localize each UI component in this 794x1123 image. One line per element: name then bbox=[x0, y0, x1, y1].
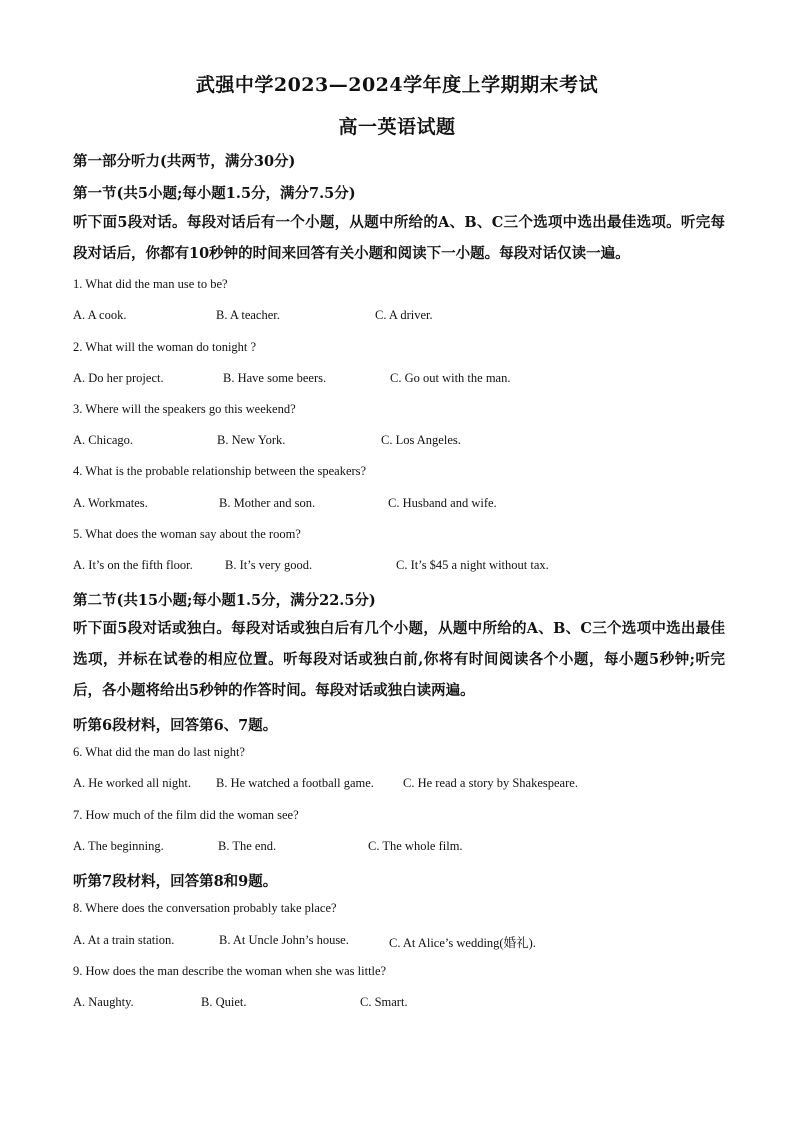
option-c: C. A driver. bbox=[375, 308, 433, 322]
option-b: B. Mother and son. bbox=[219, 496, 316, 510]
question-stem: 5. What does the woman say about the room? bbox=[73, 527, 301, 541]
option-a: A. The beginning. bbox=[73, 839, 164, 853]
question-stem: 6. What did the man do last night? bbox=[73, 745, 245, 759]
option-a: A. At a train station. bbox=[73, 933, 175, 947]
option-b: B. At Uncle John’s house. bbox=[219, 933, 349, 947]
option-c: C. Smart. bbox=[360, 995, 408, 1009]
option-a: A. He worked all night. bbox=[73, 776, 192, 790]
question-stem: 3. Where will the speakers go this weekend? bbox=[73, 402, 296, 416]
option-b: B. He watched a football game. bbox=[216, 776, 374, 790]
option-c: C. Los Angeles. bbox=[381, 433, 461, 447]
section2-heading: 第二节(共15小题;每小题1.5分，满分22.5分) bbox=[73, 592, 376, 609]
option-c: C. At Alice’s wedding(婚礼). bbox=[389, 936, 536, 950]
option-a: A. Do her project. bbox=[73, 371, 164, 385]
question-stem: 7. How much of the film did the woman see? bbox=[73, 808, 299, 822]
option-c: C. Go out with the man. bbox=[390, 371, 511, 385]
option-b: B. Quiet. bbox=[201, 995, 247, 1009]
question-stem: 8. Where does the conversation probably take place? bbox=[73, 901, 337, 915]
section1-heading: 第一节(共5小题;每小题1.5分，满分7.5分) bbox=[73, 185, 356, 202]
option-c: C. Husband and wife. bbox=[388, 496, 497, 510]
option-a: A. Chicago. bbox=[73, 433, 134, 447]
option-a: A. A cook. bbox=[73, 308, 127, 322]
option-b: B. A teacher. bbox=[216, 308, 280, 322]
option-c: C. He read a story by Shakespeare. bbox=[403, 776, 578, 790]
material-6-heading: 听第6段材料，回答第6、7题。 bbox=[73, 717, 278, 734]
option-a: A. Workmates. bbox=[73, 496, 148, 510]
option-c: C. It’s $45 a night without tax. bbox=[396, 558, 549, 572]
material-7-heading: 听第7段材料，回答第8和9题。 bbox=[73, 873, 278, 890]
option-b: B. The end. bbox=[218, 839, 277, 853]
option-b: B. New York. bbox=[217, 433, 286, 447]
exam-title: 武强中学2023—2024学年度上学期期末考试 bbox=[195, 74, 599, 96]
section1-instruction: 听下面5段对话。每段对话后有一个小题，从题中所给的A、B、C三个选项中选出最佳选项。听完每段对话后，你都有10秒钟的时间来回答有关小题和阅读下一小题。每段对话仅读一遍。 bbox=[73, 214, 725, 262]
option-a: A. It’s on the fifth floor. bbox=[73, 558, 193, 572]
question-stem: 1. What did the man use to be? bbox=[73, 277, 228, 291]
option-c: C. The whole film. bbox=[368, 839, 463, 853]
question-stem: 2. What will the woman do tonight ? bbox=[73, 340, 257, 354]
option-b: B. It’s very good. bbox=[225, 558, 313, 572]
question-stem: 9. How does the man describe the woman when she was little? bbox=[73, 964, 387, 978]
section2-instruction: 听下面5段对话或独白。每段对话或独白后有几个小题，从题中所给的A、B、C三个选项中选出最佳选项，并标在试卷的相应位置。听每段对话或独白前,你将有时间阅读各个小题，每小题5秒钟;听完后，各小题将给出5秒钟的作答时间。每段对话或独白读两遍。 bbox=[73, 620, 725, 699]
part1-heading: 第一部分听力(共两节，满分30分) bbox=[73, 153, 296, 170]
option-a: A. Naughty. bbox=[73, 995, 134, 1009]
exam-subtitle: 高一英语试题 bbox=[338, 116, 456, 138]
question-stem: 4. What is the probable relationship between the speakers? bbox=[73, 464, 367, 478]
option-b: B. Have some beers. bbox=[223, 371, 327, 385]
